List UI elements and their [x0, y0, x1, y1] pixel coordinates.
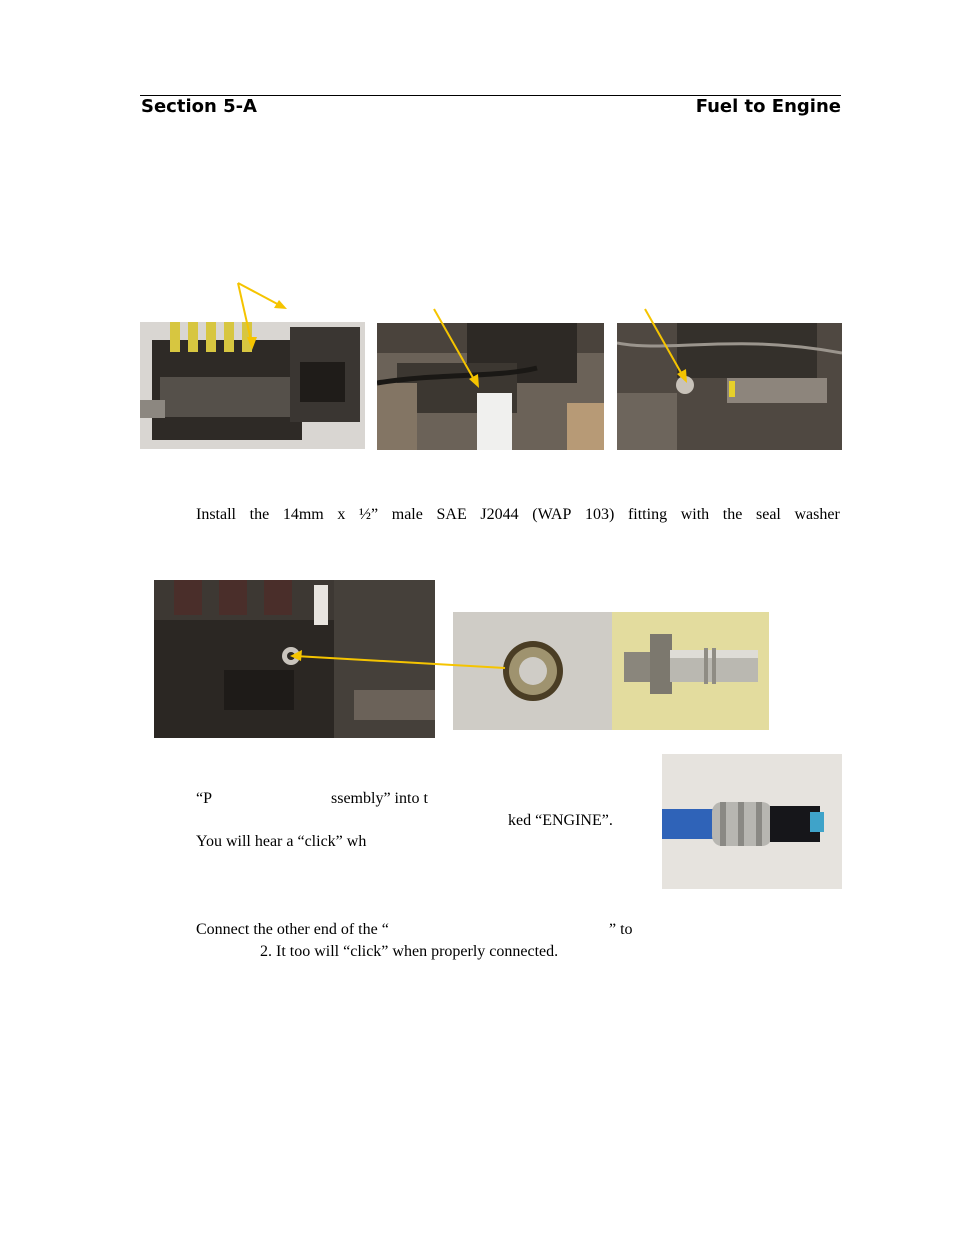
step2-line2: ked “ENGINE”.	[508, 812, 613, 829]
seal-washer-photo	[453, 612, 613, 730]
step3-line1b: ” to	[609, 921, 633, 938]
step1-word: male	[391, 506, 423, 523]
step3-line2: 2. It too will “click” when properly connected.	[260, 943, 559, 960]
step3-line1a: Connect the other end of the “	[196, 921, 389, 938]
step1-word: seal	[755, 506, 781, 523]
injection-pump-photo	[140, 322, 365, 449]
step2-line3: You will hear a “click” wh	[196, 833, 367, 850]
section-title: Fuel to Engine	[695, 96, 841, 117]
engine-fuel-filter-photo	[377, 323, 604, 450]
step1-word: x	[337, 506, 346, 523]
arrowhead-pump-right	[274, 300, 287, 309]
step1-word: J2044	[480, 506, 519, 523]
quick-connect-hose-photo	[662, 754, 842, 889]
pump-port-photo	[154, 580, 435, 738]
step2-line1b: ssembly” into t	[331, 790, 428, 807]
step1-word: SAE	[436, 506, 467, 523]
step1-word: ½”	[359, 506, 379, 523]
step1-paragraph	[196, 506, 840, 524]
step1-word: washer	[794, 506, 840, 523]
step1-word: with	[680, 506, 710, 523]
step1-word: 14mm	[282, 506, 324, 523]
step1-word: the	[249, 506, 270, 523]
fuel-line-fitting-photo	[617, 323, 842, 450]
step1-word: the	[722, 506, 743, 523]
step1-word: (WAP	[532, 506, 572, 523]
step2-line1a: “P	[196, 790, 212, 807]
step1-word: 103)	[584, 506, 615, 523]
sae-j2044-fitting-photo	[612, 612, 769, 730]
section-label: Section 5-A	[141, 96, 257, 117]
arrow-pump-right	[238, 283, 283, 307]
step1-word: fitting	[627, 506, 668, 523]
step1-word: Install	[196, 506, 236, 523]
